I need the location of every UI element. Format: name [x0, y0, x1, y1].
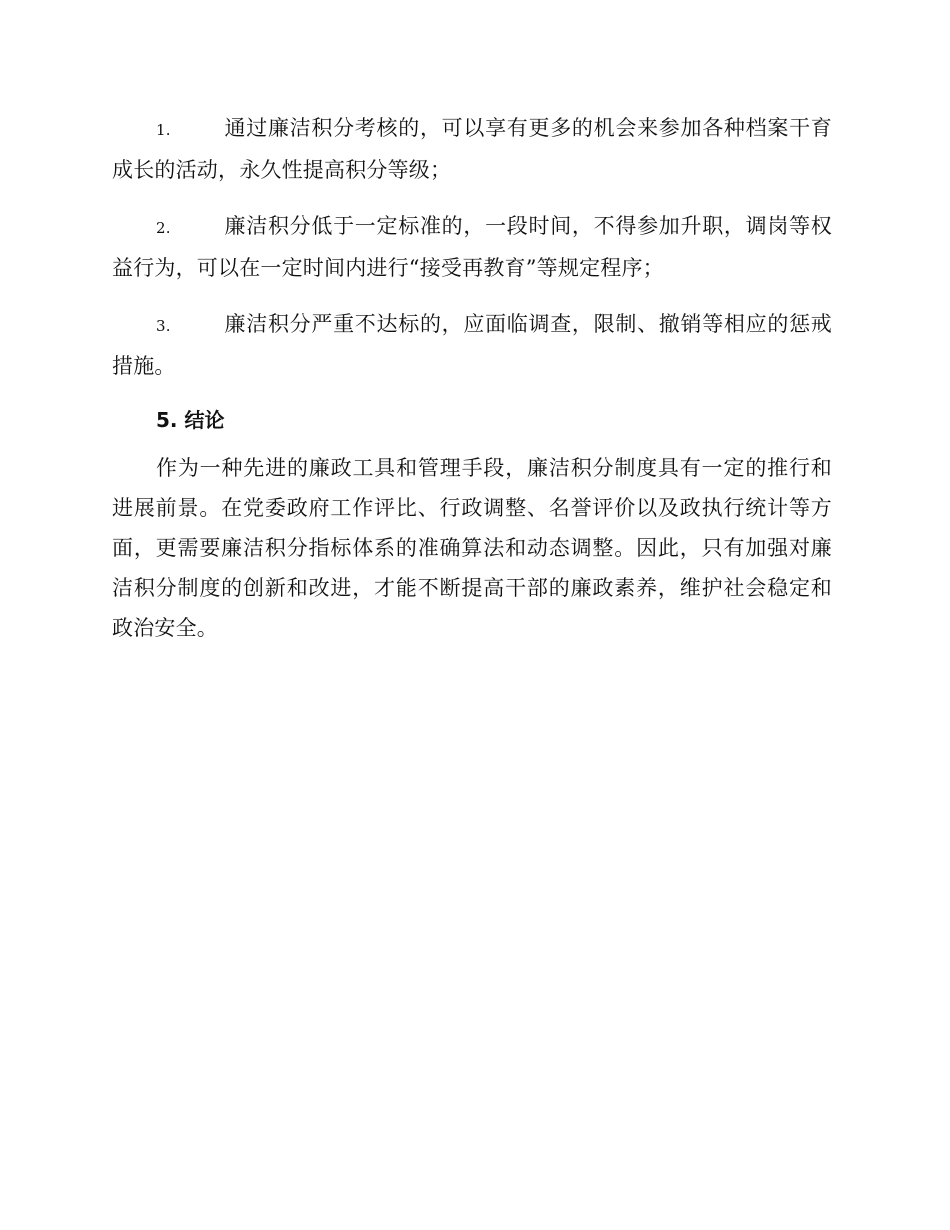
list-item — [112, 206, 832, 288]
document-content — [112, 108, 832, 648]
list-item — [112, 108, 832, 190]
numbered-list — [112, 108, 832, 386]
list-item-text: 通过廉洁积分考核的，可以享有更多的机会来参加各种档案干育成长的活动，永久性提高积分等级； — [112, 116, 832, 182]
list-item-number: 2. — [156, 219, 171, 237]
list-item-text: 廉洁积分严重不达标的，应面临调查，限制、撤销等相应的惩戒措施。 — [112, 312, 832, 378]
list-item-text: 廉洁积分低于一定标准的，一段时间，不得参加升职，调岗等权益行为，可以在一定时间内进行“接受再教育”等规定程序； — [112, 214, 832, 280]
body-paragraph: 作为一种先进的廉政工具和管理手段，廉洁积分制度具有一定的推行和进展前景。在党委政府工作评比、行政调整、名誉评价以及政执行统计等方面，更需要廉洁积分指标体系的准确算法和动态调整。因此，只有加强对廉洁积分制度的创新和改进，才能不断提高干部的廉政素养，维护社会稳定和政治安全。 — [112, 456, 832, 640]
list-item-number: 3. — [156, 317, 171, 335]
list-item-number: 1. — [156, 121, 171, 139]
section-heading: 5. 结论 — [156, 408, 225, 432]
list-item — [112, 304, 832, 386]
